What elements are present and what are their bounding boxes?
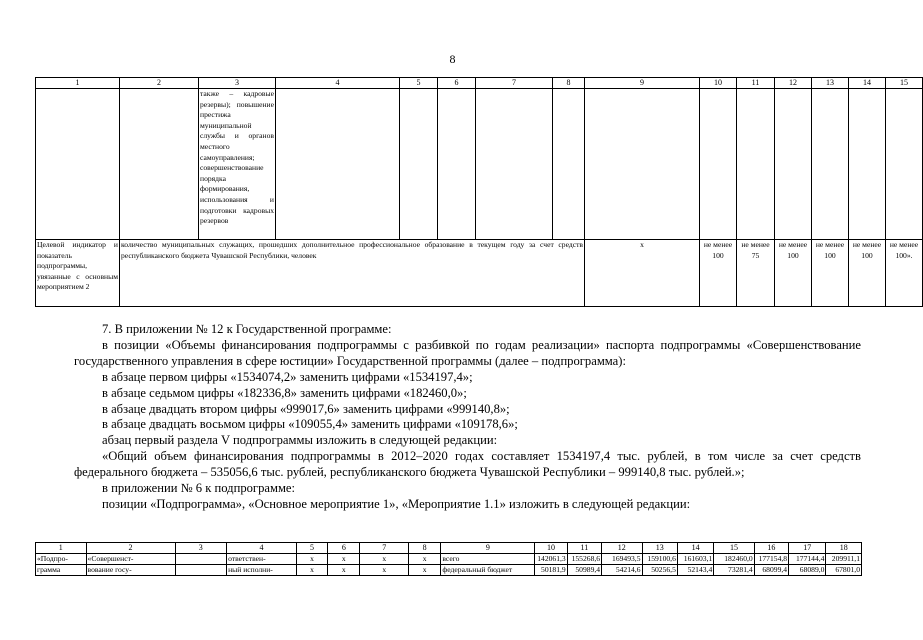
table-cell: х [360, 565, 409, 576]
col-header: 13 [642, 543, 677, 554]
indicator-table [35, 77, 923, 307]
table-cell: 67801,0 [826, 565, 862, 576]
col-header: 16 [754, 543, 788, 554]
paragraph: в позиции «Объемы финансирования подпрограммы с разбивкой по годам реализации» паспорта подпрограммы «Совершенствование государственного управления в сфере юстиции» Государственной программы (далее – подпрограмма): [74, 337, 861, 368]
paragraph: в абзаце двадцать восьмом цифры «109055,4» заменить цифрами «109178,6»; [102, 417, 518, 432]
col-header: 2 [120, 78, 199, 89]
table-cell: 177144,4 [789, 554, 826, 565]
table-cell: 159100,6 [642, 554, 677, 565]
table-cell [175, 565, 227, 576]
table-cell: грамма [36, 565, 87, 576]
col-header: 4 [227, 543, 297, 554]
table-cell: х [296, 565, 327, 576]
table-cell: 209911,1 [826, 554, 862, 565]
table-row [36, 565, 862, 576]
col-header: 11 [567, 543, 601, 554]
table-cell: 50181,9 [535, 565, 567, 576]
col-header: 8 [553, 78, 585, 89]
table-cell: не менее 75 [737, 240, 775, 307]
funding-table [35, 542, 862, 576]
table-cell: «Подпро- [36, 554, 87, 565]
col-header: 2 [86, 543, 175, 554]
paragraph: «Общий объем финансирования подпрограммы в 2012–2020 годах составляет 1534197,4 тыс. рублей, в том числе за счет средств федерального бюджета – 535056,6 тыс. рублей, республиканского бюджета Чувашской Республики – 999140,8 тыс. рублей.»; [74, 449, 861, 480]
paragraph: позиции «Подпрограмма», «Основное мероприятие 1», «Мероприятие 1.1» изложить в следующей редакции: [102, 496, 691, 511]
paragraph: 7. В приложении № 12 к Государственной программе: [102, 322, 392, 336]
col-header: 10 [700, 78, 737, 89]
table-row [36, 89, 923, 240]
table-cell: 68099,4 [754, 565, 788, 576]
table-cell: 169493,5 [602, 554, 642, 565]
table-cell: х [585, 240, 700, 307]
table-cell: 73281,4 [714, 565, 754, 576]
col-header: 13 [812, 78, 849, 89]
table-cell: 54214,6 [602, 565, 642, 576]
col-header: 14 [849, 78, 886, 89]
col-header: 5 [296, 543, 327, 554]
col-header: 1 [36, 78, 120, 89]
col-header: 9 [585, 78, 700, 89]
table-cell: не менее 100». [886, 240, 923, 307]
table-cell: не менее 100 [849, 240, 886, 307]
table-cell: 68089,0 [789, 565, 826, 576]
table-row [36, 554, 862, 565]
table-cell: х [409, 554, 441, 565]
table-cell: вование госу- [86, 565, 175, 576]
col-header: 15 [714, 543, 754, 554]
paragraph: в абзаце двадцать втором цифры «999017,6» заменить цифрами «999140,8»; [102, 401, 510, 416]
col-header: 18 [826, 543, 862, 554]
table-cell: х [360, 554, 409, 565]
table-cell: ный исполни- [227, 565, 297, 576]
col-header: 12 [602, 543, 642, 554]
table-cell: также – кадровые резервы); повышение престижа муниципальной службы и органов местного самоуправления; совершенствование порядка формирования, использования и подготовки кадровых резервов [199, 89, 276, 240]
col-header: 7 [360, 543, 409, 554]
table-cell: не менее 100 [812, 240, 849, 307]
paragraph: в приложении № 6 к подпрограмме: [102, 481, 296, 496]
table-cell: ответствен- [227, 554, 297, 565]
table-cell [175, 554, 227, 565]
table-cell: 142061,3 [535, 554, 567, 565]
table-cell: 177154,8 [754, 554, 788, 565]
table-cell: х [328, 554, 360, 565]
table-cell: х [296, 554, 327, 565]
table-cell: не менее 100 [700, 240, 737, 307]
table-cell: всего [441, 554, 535, 565]
col-header: 6 [438, 78, 476, 89]
col-header: 12 [775, 78, 812, 89]
table-row [36, 240, 923, 307]
table-cell: 50989,4 [567, 565, 601, 576]
col-header: 5 [400, 78, 438, 89]
document-body [74, 322, 861, 513]
col-header: 9 [441, 543, 535, 554]
col-header: 17 [789, 543, 826, 554]
col-header: 3 [175, 543, 227, 554]
col-header: 15 [886, 78, 923, 89]
col-header: 6 [328, 543, 360, 554]
paragraph: в абзаце седьмом цифры «182336,8» заменить цифрами «182460,0»; [102, 385, 467, 400]
table-header-row [36, 543, 862, 554]
table-cell: х [409, 565, 441, 576]
table-header-row [36, 78, 923, 89]
table-cell: 155268,6 [567, 554, 601, 565]
col-header: 11 [737, 78, 775, 89]
col-header: 10 [535, 543, 567, 554]
table-cell: 161603,1 [677, 554, 713, 565]
indicator-description-cell: количество муниципальных служащих, прошедших дополнительное профессиональное образование в текущем году за счет средств республиканского бюджета Чувашской Республики, человек [120, 240, 585, 307]
col-header: 7 [476, 78, 553, 89]
table-cell: федеральный бюджет [441, 565, 535, 576]
col-header: 4 [276, 78, 400, 89]
page-number: 8 [449, 52, 456, 66]
col-header: 3 [199, 78, 276, 89]
table-cell: х [328, 565, 360, 576]
col-header: 14 [677, 543, 713, 554]
table-cell: 52143,4 [677, 565, 713, 576]
table-cell: 50256,5 [642, 565, 677, 576]
paragraph: абзац первый раздела V подпрограммы изложить в следующей редакции: [102, 433, 498, 448]
table-cell: не менее 100 [775, 240, 812, 307]
table-cell: 182460,0 [714, 554, 754, 565]
indicator-label-cell: Целевой индикатор и показатель подпрограммы, увязанные с основным мероприятием 2 [36, 240, 120, 307]
col-header: 1 [36, 543, 87, 554]
paragraph: в абзаце первом цифры «1534074,2» заменить цифрами «1534197,4»; [102, 369, 473, 384]
table-cell: «Совершенст- [86, 554, 175, 565]
col-header: 8 [409, 543, 441, 554]
